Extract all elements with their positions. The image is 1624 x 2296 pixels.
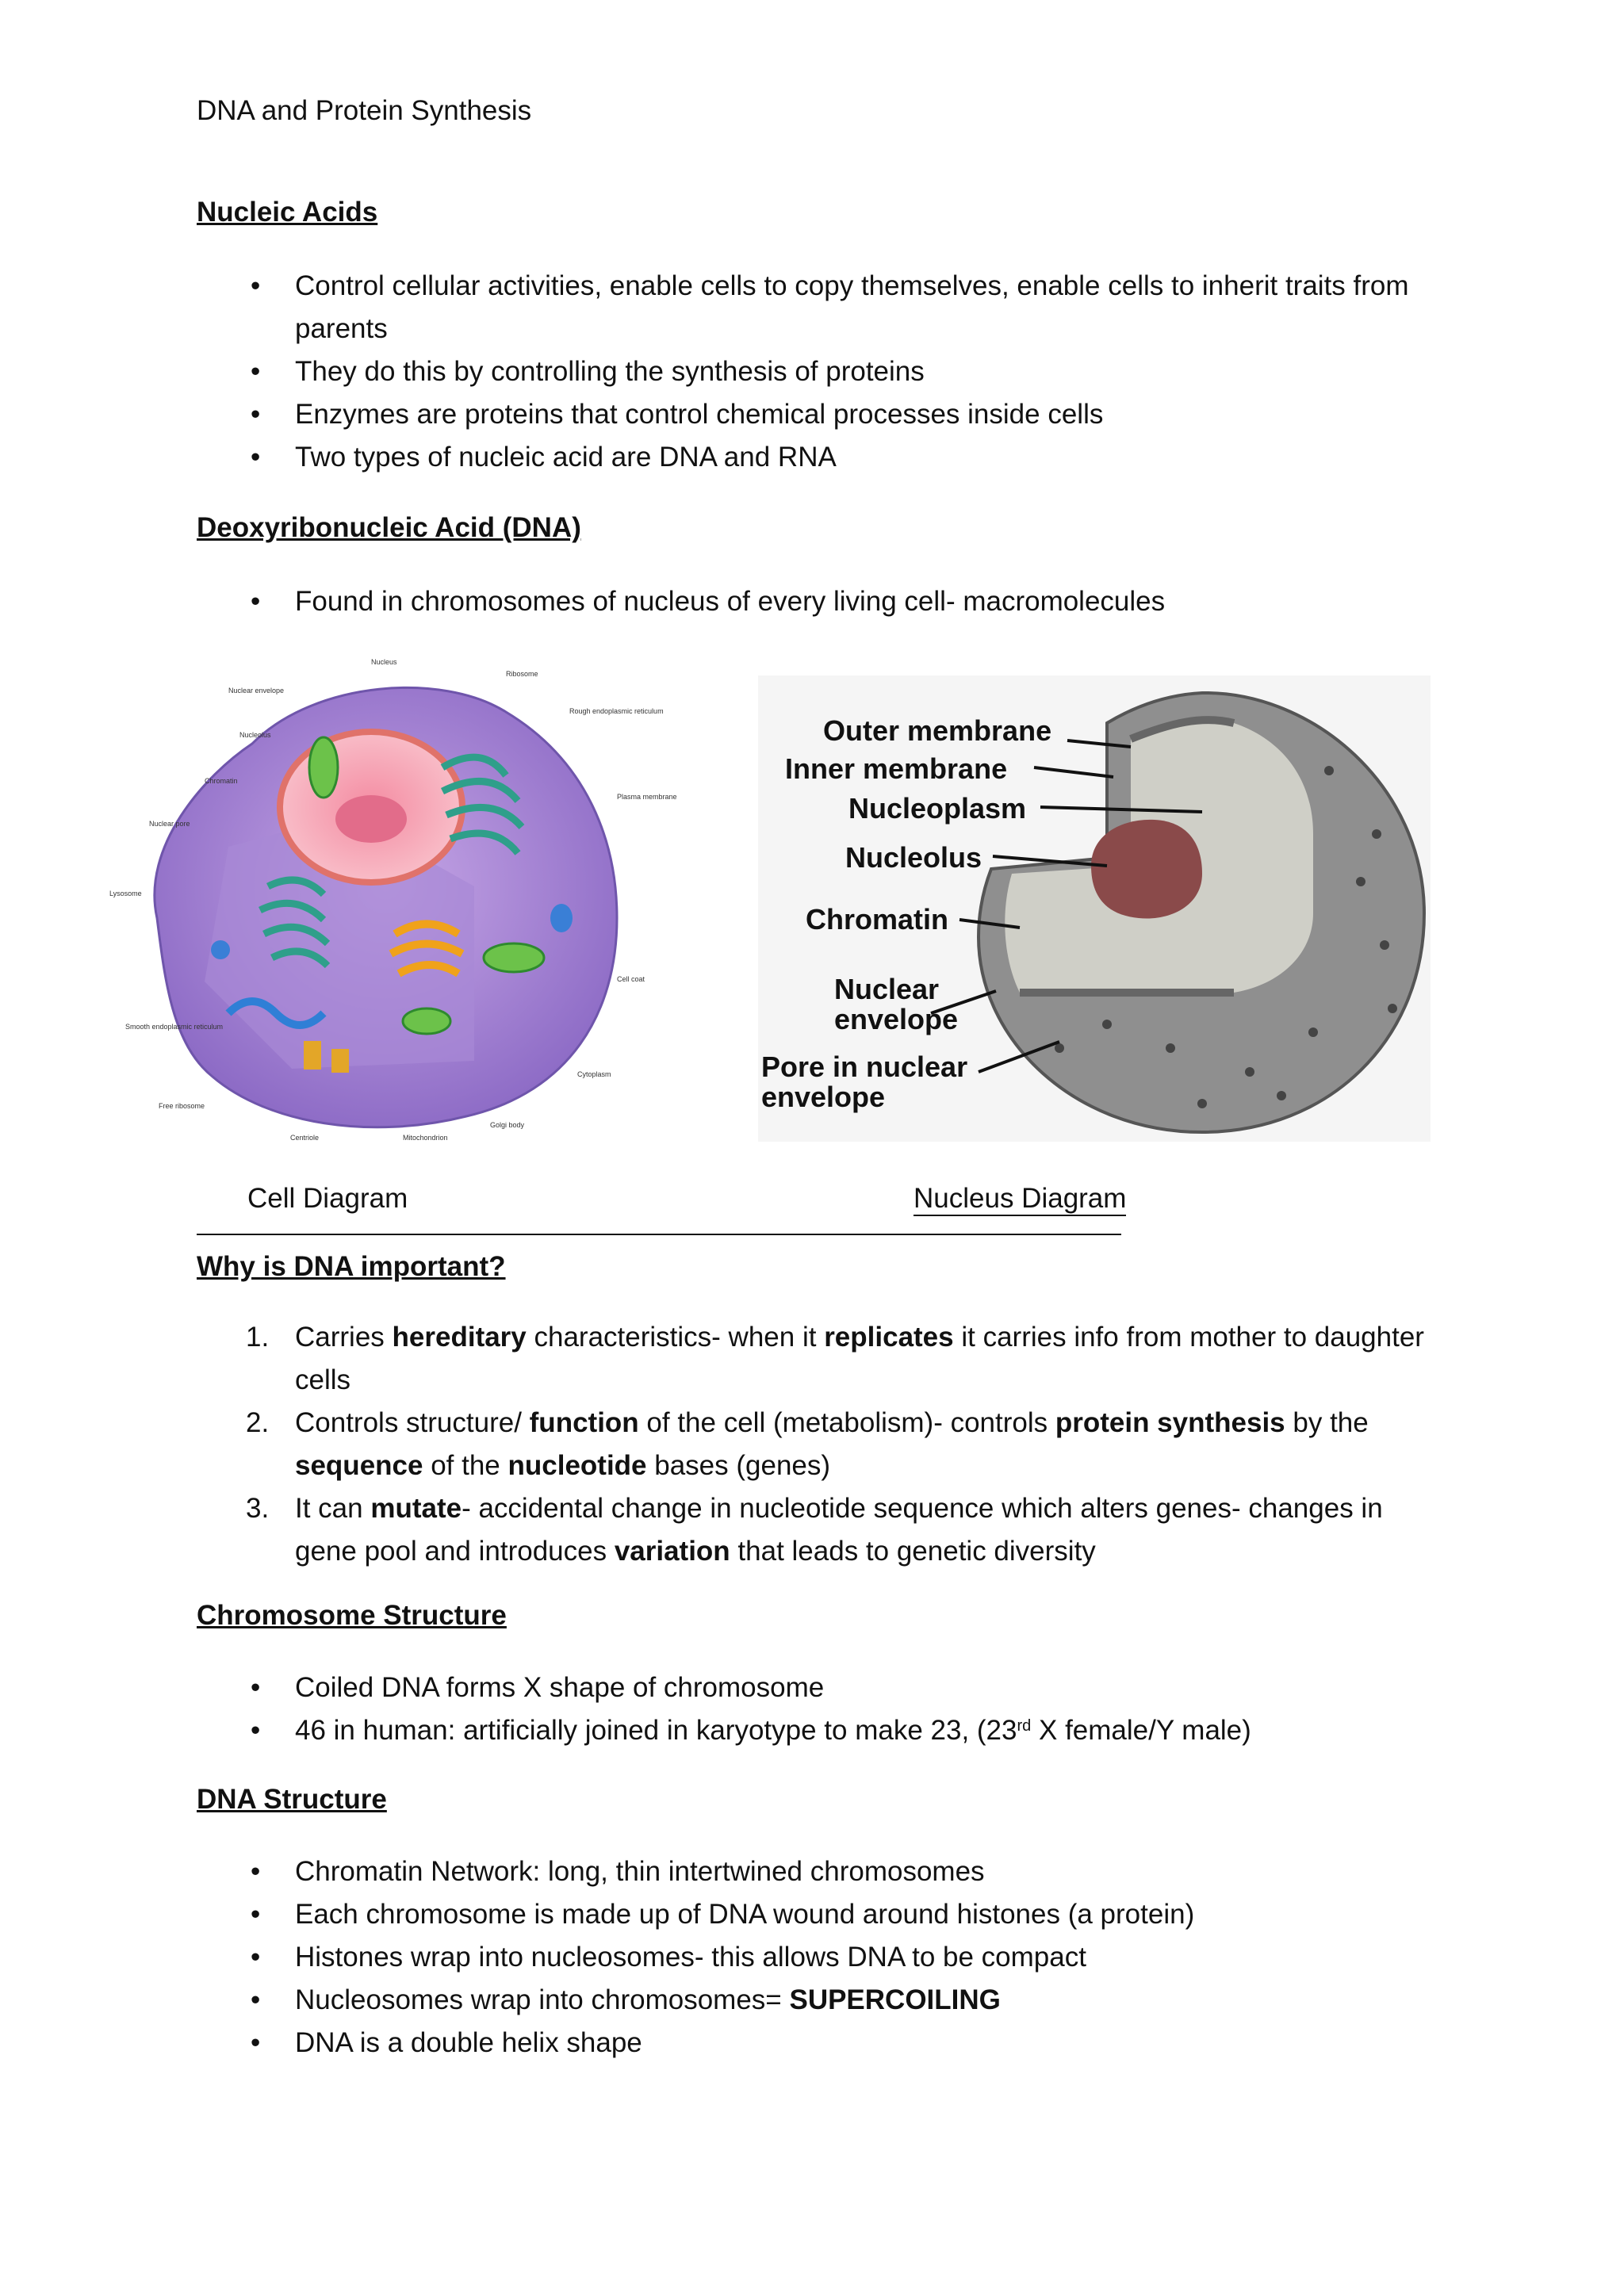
bold-term: variation — [614, 1536, 730, 1567]
heading-dna-structure: DNA Structure — [197, 1784, 387, 1815]
nucleus-diagram-caption: Nucleus Diagram — [914, 1183, 1126, 1216]
heading-why-dna: Why is DNA important? — [197, 1251, 506, 1282]
list-item — [197, 1893, 1434, 1936]
label-chromatin-2: Chromatin — [806, 903, 948, 936]
list-item-text: DNA is a double helix shape — [295, 2027, 642, 2058]
superscript: rd — [1017, 1717, 1032, 1735]
label-golgi: Golgi body — [490, 1121, 525, 1129]
bold-term: nucleotide — [508, 1450, 647, 1481]
list-item — [197, 1979, 1434, 2022]
bullet-icon: • — [251, 1899, 261, 1930]
cell-diagram-figure — [109, 649, 677, 1153]
label-mitochondrion: Mitochondrion — [403, 1134, 448, 1142]
text-run: that leads to genetic diversity — [730, 1536, 1096, 1567]
list-item-text: Coiled DNA forms X shape of chromosome — [295, 1672, 825, 1703]
text-run: it carries info from mother to daughter cells — [295, 1322, 1424, 1395]
mitochondrion-shape — [484, 943, 544, 972]
chromosome-list — [197, 1667, 1434, 1752]
bullet-icon: • — [251, 1942, 261, 1973]
label-inner-membrane: Inner membrane — [785, 752, 1008, 785]
mitochondrion-shape — [309, 737, 338, 798]
bold-term: SUPERCOILING — [789, 1984, 1001, 2015]
heading-chromosome-structure: Chromosome Structure — [197, 1600, 507, 1631]
bullet-icon: • — [251, 1715, 261, 1746]
list-item — [197, 2022, 1434, 2064]
bold-term: hereditary — [392, 1322, 527, 1353]
why-dna-list — [197, 1316, 1434, 1573]
bullet-icon: • — [251, 356, 261, 387]
nucleolus-shape — [335, 795, 407, 843]
text-run: bases (genes) — [646, 1450, 831, 1481]
list-item — [197, 1850, 1434, 1893]
label-cell-coat: Cell coat — [617, 975, 645, 983]
label-centriole: Centriole — [290, 1134, 320, 1142]
label-cytoplasm: Cytoplasm — [577, 1070, 611, 1078]
label-nucleus: Nucleus — [371, 658, 397, 666]
nucleolus-shape-2 — [1091, 820, 1202, 919]
text-run: Controls structure/ — [295, 1407, 530, 1438]
text-run: Carries — [295, 1322, 393, 1353]
text-run: 46 in human: artificially joined in karyotype to make 23, (23 — [295, 1715, 1017, 1746]
list-item-text: They do this by controlling the synthesis of proteins — [295, 356, 925, 387]
centriole-shape — [304, 1041, 321, 1070]
list-item — [197, 1316, 1434, 1402]
list-item — [197, 580, 1434, 623]
list-item — [197, 265, 1434, 350]
bullet-icon: • — [251, 1984, 261, 2015]
list-item-text: Two types of nucleic acid are DNA and RNA — [295, 442, 837, 473]
bullet-icon: • — [251, 442, 261, 473]
bold-term: mutate — [370, 1493, 462, 1524]
lysosome-shape — [211, 940, 230, 959]
mitochondrion-shape — [403, 1008, 450, 1034]
list-item-text: Control cellular activities, enable cells to copy themselves, enable cells to inherit traits from parents — [295, 270, 1409, 344]
text-run: of the cell (metabolism)- controls — [638, 1407, 1055, 1438]
list-item — [197, 1709, 1434, 1752]
nucleus-diagram-figure — [758, 675, 1431, 1142]
list-item-text: Histones wrap into nucleosomes- this allows DNA to be compact — [295, 1942, 1086, 1973]
label-rough-er: Rough endoplasmic reticulum — [569, 707, 664, 715]
label-nuclear-envelope-2: envelope — [834, 1003, 959, 1035]
text-run: - accidental change in nucleotide sequence which alters genes- changes in gene pool and introduces — [295, 1493, 1383, 1567]
label-smooth-er: Smooth endoplasmic reticulum — [125, 1023, 224, 1031]
bold-term: sequence — [295, 1450, 423, 1481]
list-item — [197, 1667, 1434, 1709]
label-chromatin: Chromatin — [205, 777, 238, 785]
text-run: It can — [295, 1493, 371, 1524]
label-ribosome: Ribosome — [506, 670, 538, 678]
label-outer-membrane: Outer membrane — [823, 714, 1052, 747]
label-nucleolus: Nucleolus — [239, 731, 271, 739]
heading-dna: Deoxyribonucleic Acid (DNA) — [197, 512, 581, 543]
bullet-icon: • — [251, 1672, 261, 1703]
text-run: by the — [1285, 1407, 1369, 1438]
list-item — [197, 350, 1434, 393]
bullet-icon: • — [251, 399, 261, 430]
label-nuclear-envelope: Nuclear envelope — [228, 687, 285, 695]
document-title: DNA and Protein Synthesis — [197, 95, 532, 126]
nucleic-acids-list — [197, 265, 1434, 479]
bold-term: protein synthesis — [1055, 1407, 1285, 1438]
list-item — [197, 393, 1434, 436]
list-number: 3. — [246, 1493, 270, 1524]
list-item-text: Chromatin Network: long, thin intertwined chromosomes — [295, 1856, 985, 1887]
label-nucleolus-2: Nucleolus — [845, 841, 982, 874]
label-nuclear-envelope-1: Nuclear — [834, 973, 940, 1005]
list-item-text: Each chromosome is made up of DNA wound around histones (a protein) — [295, 1899, 1195, 1930]
label-nucleoplasm: Nucleoplasm — [848, 792, 1027, 825]
heading-nucleic-acids: Nucleic Acids — [197, 197, 378, 228]
list-item-text: Found in chromosomes of nucleus of every living cell- macromolecules — [295, 586, 1166, 617]
list-item — [197, 1936, 1434, 1979]
list-number: 1. — [246, 1322, 270, 1353]
text-run: Nucleosomes wrap into chromosomes= — [295, 1984, 790, 2015]
dna-structure-list — [197, 1850, 1434, 2064]
cell-diagram-caption: Cell Diagram — [247, 1183, 408, 1214]
bold-term: replicates — [824, 1322, 954, 1353]
list-item — [197, 436, 1434, 479]
text-run: of the — [423, 1450, 508, 1481]
list-item — [197, 1402, 1434, 1487]
bullet-icon: • — [251, 2027, 261, 2058]
list-item — [197, 1487, 1434, 1573]
list-number: 2. — [246, 1407, 270, 1438]
label-free-ribosome: Free ribosome — [159, 1102, 205, 1110]
text-run: X female/Y male) — [1031, 1715, 1251, 1746]
centriole-shape — [331, 1049, 349, 1073]
bullet-icon: • — [251, 1856, 261, 1887]
label-pore-2: envelope — [761, 1081, 886, 1113]
dna-list — [197, 580, 1434, 623]
bullet-icon: • — [251, 270, 261, 301]
label-nuclear-pore: Nuclear pore — [149, 820, 190, 828]
lysosome-shape — [550, 904, 573, 932]
bold-term: function — [529, 1407, 639, 1438]
text-run: characteristics- when it — [526, 1322, 825, 1353]
label-plasma-membrane: Plasma membrane — [617, 793, 677, 801]
label-pore-1: Pore in nuclear — [761, 1050, 968, 1083]
list-item-text: Enzymes are proteins that control chemical processes inside cells — [295, 399, 1104, 430]
bullet-icon: • — [251, 586, 261, 617]
label-lysosome: Lysosome — [109, 890, 142, 897]
